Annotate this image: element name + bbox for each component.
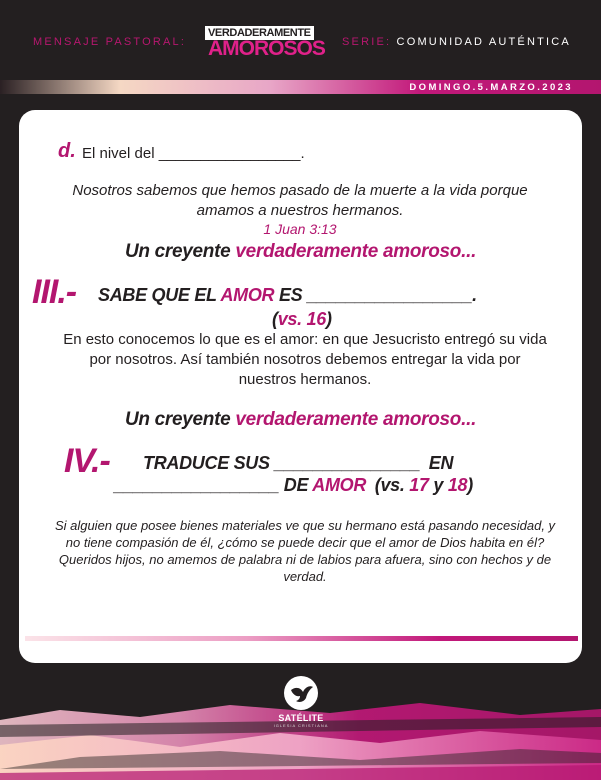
section-d-letter: d. <box>58 140 76 162</box>
verse-text: Nosotros sabemos que hemos pasado de la muerte a la vida porque amamos a nuestros hermanos. <box>72 182 528 219</box>
series-value: COMUNIDAD AUTÉNTICA <box>396 36 571 48</box>
point-4-line2 <box>114 475 473 496</box>
point-3-numeral: III.- <box>32 273 77 311</box>
point-4-vs-17: 17 <box>409 475 429 495</box>
series-label-text: SERIE: <box>342 36 392 48</box>
series-logo <box>205 26 325 62</box>
point-4-line1-b: EN <box>428 453 454 473</box>
point-3-verse-ref <box>272 309 332 330</box>
point-3-part2: ES _________________. <box>278 285 477 305</box>
series-label <box>342 36 571 48</box>
dove-icon <box>284 676 318 710</box>
creyente-highlight: verdaderamente amoroso... <box>235 241 477 262</box>
point-4-line1-a: TRADUCE SUS _______________ <box>143 453 421 473</box>
point-4-vs-y: y <box>433 475 444 495</box>
brand-name: SATÉLITE <box>278 713 324 723</box>
point-4-vs-close: ) <box>467 475 473 495</box>
point-4-line1 <box>143 453 453 474</box>
creyente-heading-1 <box>0 241 601 263</box>
point-3-amor: AMOR <box>220 285 275 305</box>
point-3-part1: SABE QUE EL <box>98 285 217 305</box>
section-d-text: El nivel del _________________. <box>82 145 305 162</box>
brand-logo <box>270 676 332 728</box>
verse-reference: 1 Juan 3:13 <box>263 221 337 237</box>
point-4-body: Si alguien que posee bienes materiales ve que su hermano está pasando necesidad, y no tiene compasión de él, ¿cómo se puede decir que el amor de Dios habita en él? Queridos hijos, no amemos de palabra ni de labios para afuera, sino con hechos y de verdad. <box>54 518 556 584</box>
brand-subtitle: IGLESIA CRISTIANA <box>273 723 329 728</box>
point-4-numeral: IV.- <box>64 442 110 480</box>
header <box>0 0 601 80</box>
creyente-prefix: Un creyente <box>124 409 231 430</box>
point-3-body: En esto conocemos lo que es el amor: en que Jesucristo entregó su vida por nosotros. Así también nosotros debemos entregar la vida por nuestros hermanos. <box>63 331 547 388</box>
point-3-vs-open: ( <box>272 309 278 329</box>
point-3-vs: vs. 16 <box>277 309 326 329</box>
message-label: MENSAJE PASTORAL: <box>33 36 187 48</box>
creyente-prefix: Un creyente <box>124 241 231 262</box>
point-3-heading <box>98 285 477 306</box>
point-4-line2-b: DE <box>283 475 309 495</box>
date-text: DOMINGO.5.MARZO.2023 <box>409 82 573 93</box>
creyente-heading-2 <box>0 409 601 431</box>
logo-top-text: VERDADERAMENTE <box>205 26 314 40</box>
point-4-vs-18: 18 <box>447 475 468 495</box>
point-4-amor: AMOR <box>312 475 367 495</box>
card-divider <box>25 636 578 641</box>
logo-bottom-text: AMOROSOS <box>208 37 325 60</box>
creyente-highlight: verdaderamente amoroso... <box>235 409 477 430</box>
point-4-vs-a: (vs. <box>374 475 405 495</box>
point-4-line2-a: _________________ <box>114 475 280 495</box>
point-3-vs-close: ) <box>325 309 332 329</box>
